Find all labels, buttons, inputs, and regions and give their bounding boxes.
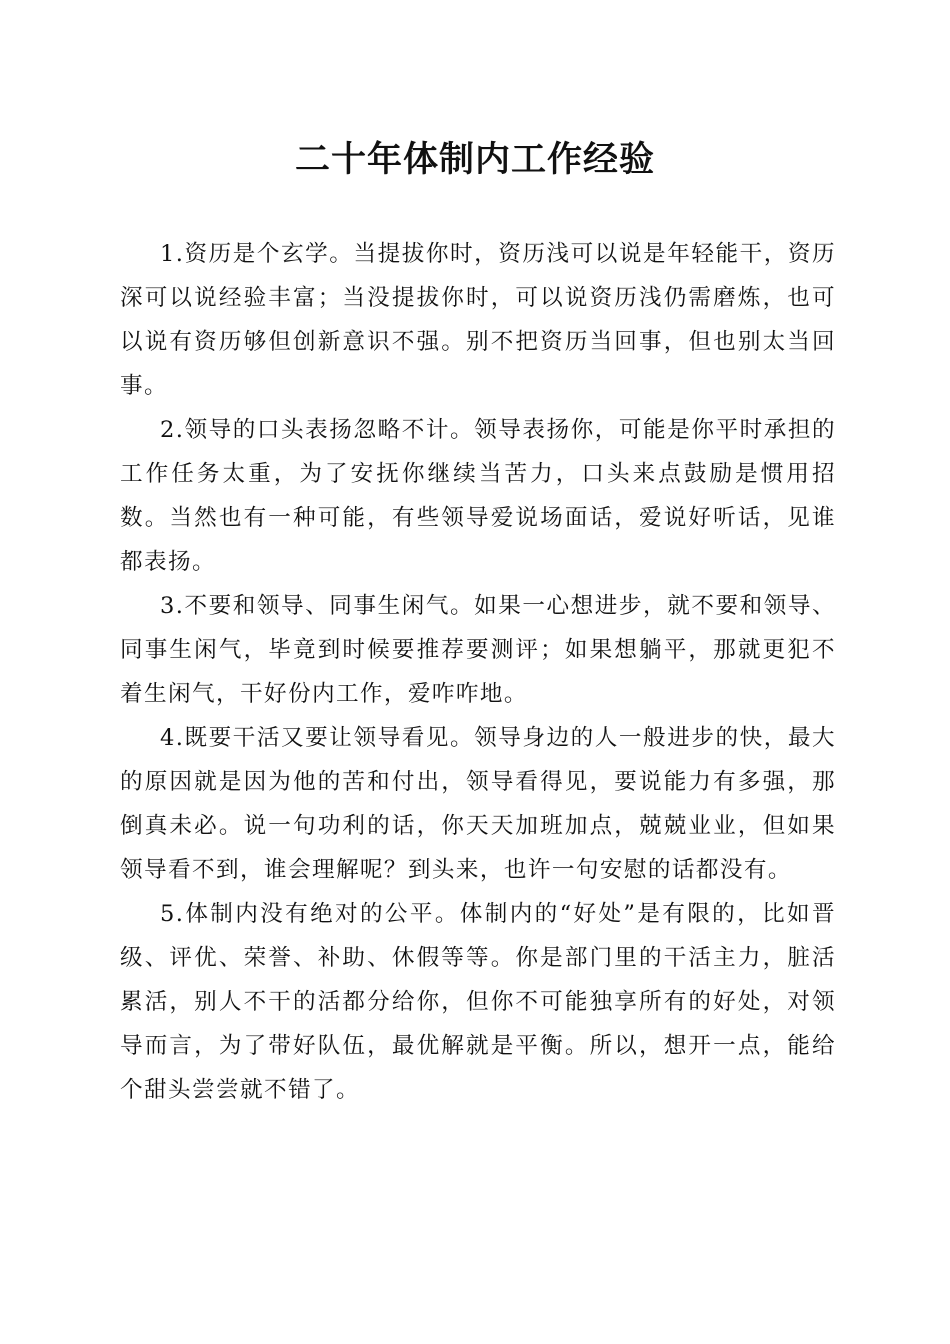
paragraph-4: 4.既要干活又要让领导看见。领导身边的人一般进步的快，最大的原因就是因为他的苦和付出，领导看得见，要说能力有多强，那倒真未必。说一句功利的话，你天天加班加点，兢兢业业，但如果领导看不到，谁会理解呢？到头来，也许一句安慰的话都没有。 [120, 725, 836, 883]
paragraph-2: 2.领导的口头表扬忽略不计。领导表扬你，可能是你平时承担的工作任务太重，为了安抚你继续当苦力，口头来点鼓励是惯用招数。当然也有一种可能，有些领导爱说场面话，爱说好听话，见谁都表扬。 [120, 417, 836, 575]
paragraph-3: 3.不要和领导、同事生闲气。如果一心想进步，就不要和领导、同事生闲气，毕竟到时候要推荐要测评；如果想躺平，那就更犯不着生闲气，干好份内工作，爱咋咋地。 [120, 593, 836, 707]
document-title: 二十年体制内工作经验 [294, 139, 655, 180]
paragraph-5: 5.体制内没有绝对的公平。体制内的“好处”是有限的，比如晋级、评优、荣誉、补助、休假等等。你是部门里的干活主力，脏活累活，别人不干的活都分给你，但你不可能独享所有的好处，对领导而言，为了带好队伍，最优解就是平衡。所以，想开一点，能给个甜头尝尝就不错了。 [120, 901, 836, 1103]
paragraph-1: 1.资历是个玄学。当提拔你时，资历浅可以说是年轻能干，资历深可以说经验丰富；当没提拔你时，可以说资历浅仍需磨炼，也可以说有资历够但创新意识不强。别不把资历当回事，但也别太当回事。 [120, 241, 836, 399]
document-body [120, 232, 836, 1112]
